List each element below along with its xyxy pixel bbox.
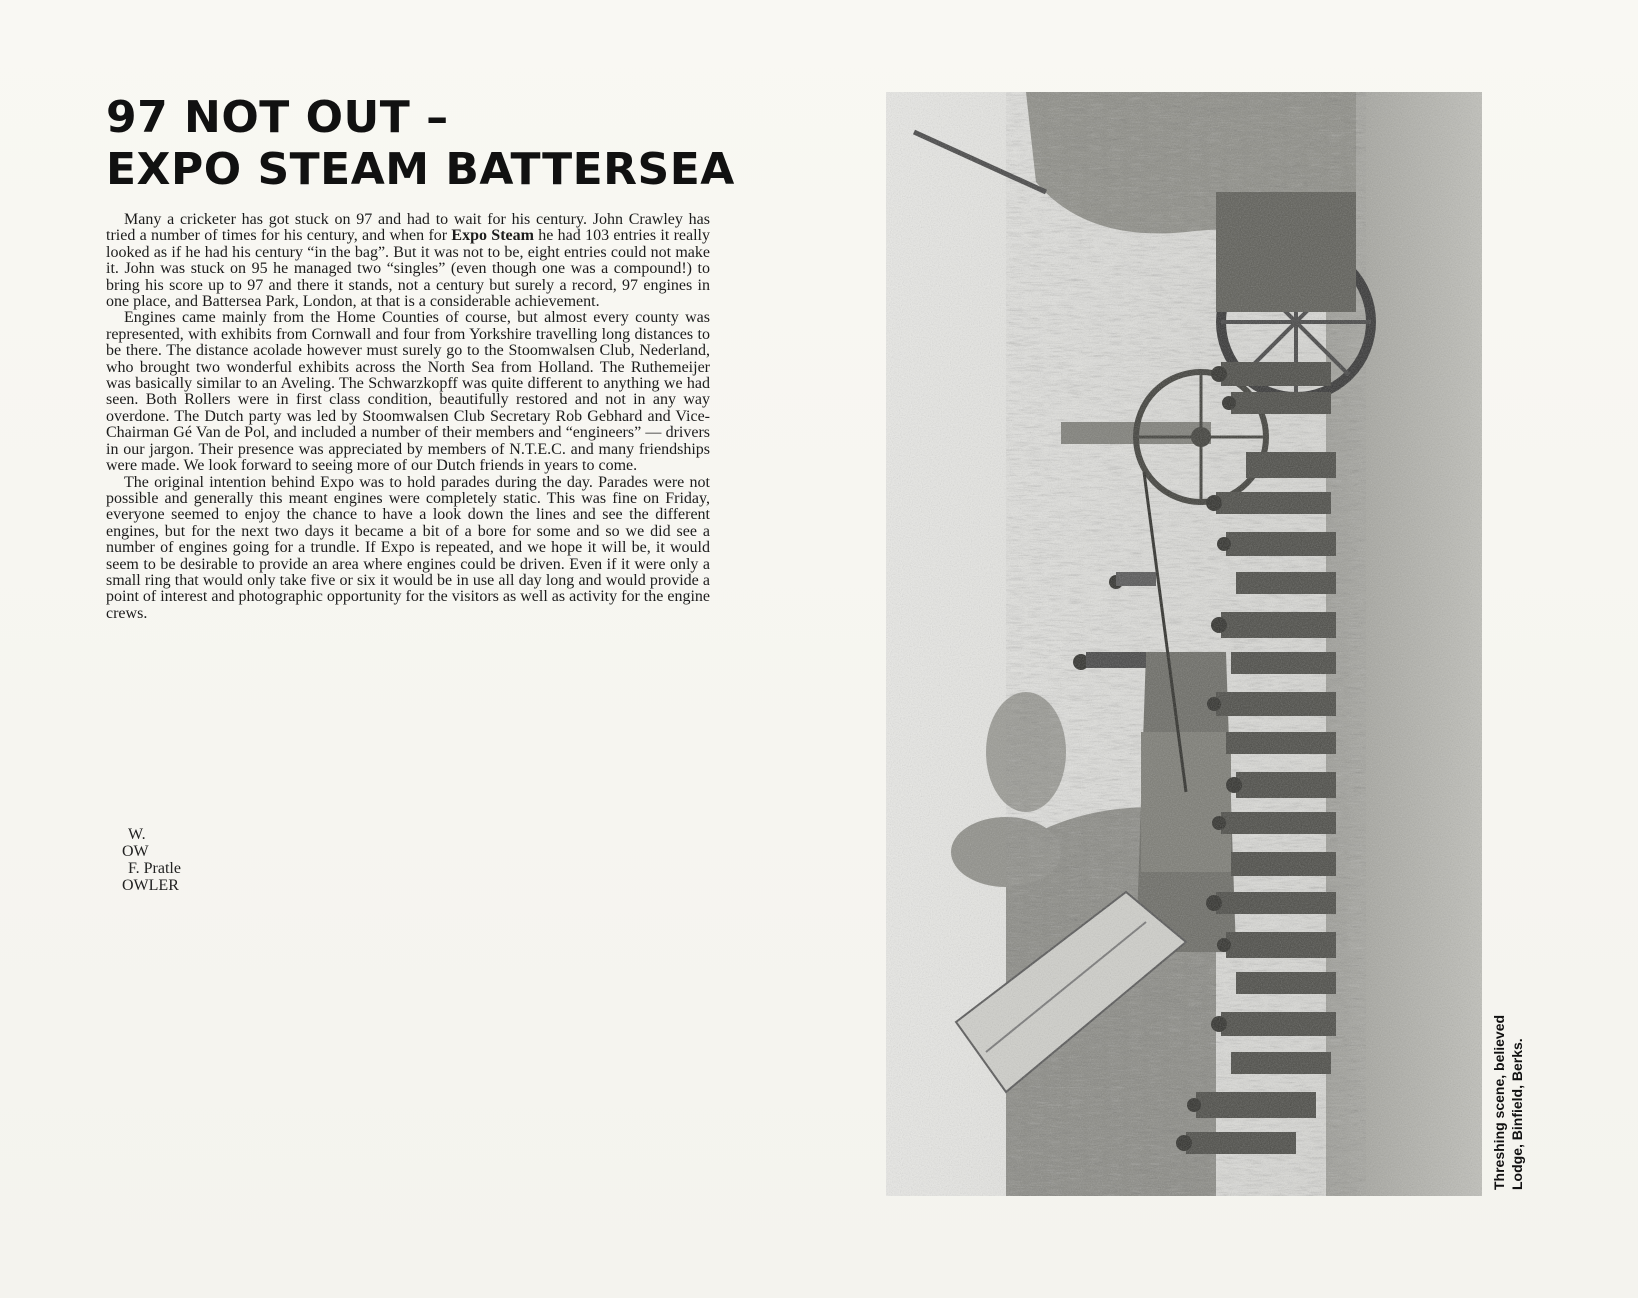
caption-line-1: Threshing scene, believed [1491, 1014, 1507, 1190]
article-paragraph-2: Engines came mainly from the Home Counties of course, but almost every county was represented, with exhibits from Cornwall and four from Yorkshire travelling long distances to be there. The distance acolade however must surely go to the Stoomwalsen Club, Nederland, who brought two wonderful exhibits across the North Sea from Holland. The Ruthemeijer was basically similar to an Aveling. The Schwarzkopff was quite different to anything we had seen. Both Rollers were in first class condition, beautifully restored and not in any way overdone. The Dutch party was led by Stoomwalsen Club Secretary Rob Gebhard and Vice-Chairman Gé Van de Pol, and included a number of their members and “engineers” — drivers in our jargon. Their presence was appreciated by members of N.T.E.C. and many friendships were made. We look forward to seeing more of our Dutch friends in years to come. [106, 309, 710, 475]
headline-line-1: 97 NOT OUT – [106, 92, 449, 143]
paragraph-1-text-a: Many a cricketer has got stuck on 97 and had to wait for his century. John Crawley has tried a number of times for his century, and when for [106, 211, 710, 245]
signature-line-4: OWLER [122, 877, 179, 894]
paragraph-1-text-b: he had 103 entries it really looked as if he had his century “in the bag”. But it was not to be, eight entries could not make it. John was stuck on 95 he managed two “singles” (even though one was a compound!) to bring his score up to 97 and there it stands, not a century but surely a record, 97 engines in one place, and Battersea Park, London, at that is a considerable achievement. [106, 227, 710, 311]
article-paragraph-1 [106, 212, 710, 310]
headline-line-2: EXPO STEAM BATTERSEA [106, 144, 735, 195]
article-headline [106, 92, 735, 196]
article-body [106, 212, 710, 622]
signature-line-3: F. Pratle [128, 860, 181, 877]
article-paragraph-3: The original intention behind Expo was to hold parades during the day. Parades were not possible and generally this meant engines were completely static. This was fine on Friday, everyone seemed to enjoy the chance to have a look down the lines and see the different engines, but for the next two days it became a bit of a bore for some and so we did see a number of engines going for a trundle. If Expo is repeated, and we hope it will be, it would seem to be desirable to provide an area where engines could be driven. Even if it were only a small ring that would only take five or six it would be in use all day long and would provide a point of interest and photographic opportunity for the visitors as well as activity for the engine crews. [106, 473, 710, 622]
photo-caption [1490, 970, 1526, 1190]
signature-line-2: OW [122, 843, 149, 860]
paragraph-1-bold-text: Expo Steam [451, 227, 534, 245]
caption-line-2: Lodge, Binfield, Berks. [1509, 1038, 1525, 1190]
threshing-scene-photo [886, 92, 1482, 1196]
author-signature [122, 826, 181, 894]
signature-line-1: W. [128, 826, 146, 843]
